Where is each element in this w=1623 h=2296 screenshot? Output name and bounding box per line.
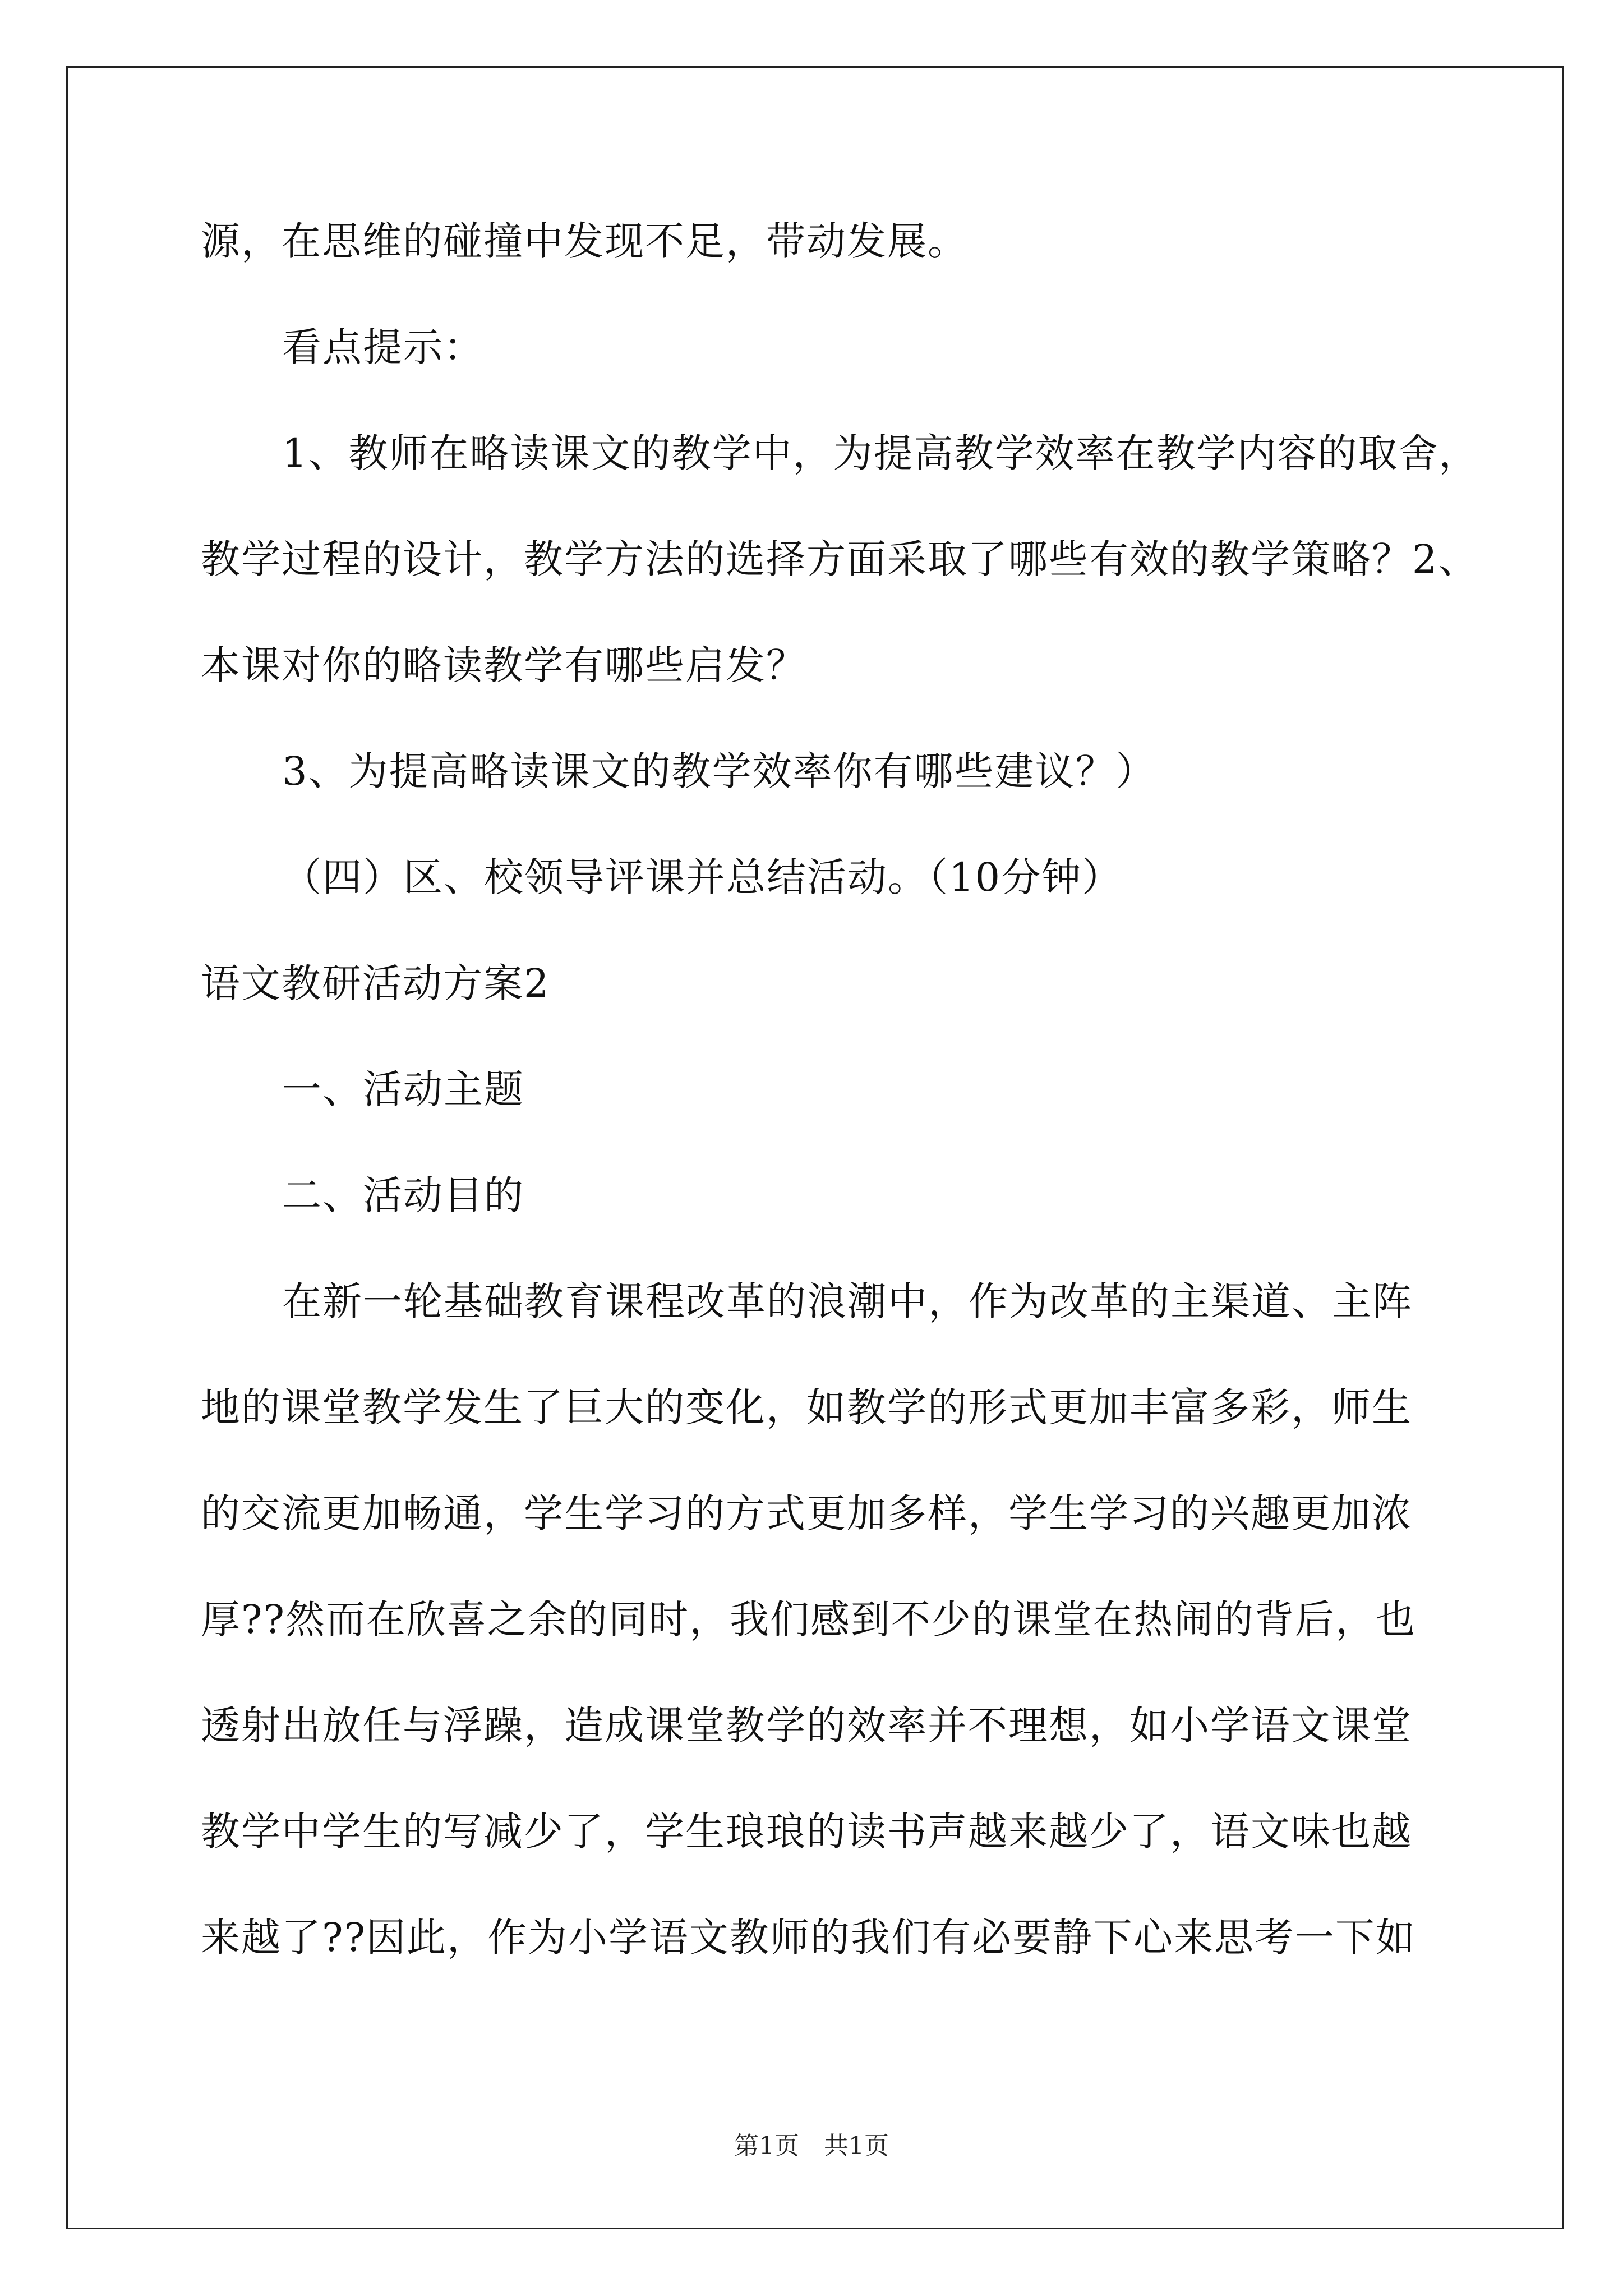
text-line-15: 透射出放任与浮躁，造成课堂教学的效率并不理想，如小学语文课堂: [201, 1703, 1412, 1749]
section-heading: 语文教研活动方案2: [201, 960, 550, 1006]
text-line-4: 教学过程的设计，教学方法的选择方面采取了哪些有效的教学策略？2、: [201, 536, 1479, 582]
text-line-1: 源，在思维的碰撞中发现不足，带动发展。: [201, 218, 968, 264]
text-line-6: 3、为提高略读课文的教学效率你有哪些建议？）: [282, 748, 1156, 794]
text-line-10: 二、活动目的: [282, 1172, 524, 1218]
text-line-13: 的交流更加畅通，学生学习的方式更加多样，学生学习的兴趣更加浓: [201, 1490, 1412, 1536]
text-line-7: （四）区、校领导评课并总结活动。（10分钟）: [282, 854, 1123, 900]
page-border: [66, 66, 1564, 2229]
text-line-9: 一、活动主题: [282, 1066, 524, 1112]
text-line-12: 地的课堂教学发生了巨大的变化，如教学的形式更加丰富多彩，师生: [201, 1384, 1412, 1430]
page-number-footer: 第1页 共1页: [734, 2132, 889, 2160]
text-line-2: 看点提示：: [282, 324, 484, 370]
text-line-16: 教学中学生的写减少了，学生琅琅的读书声越来越少了，语文味也越: [201, 1809, 1412, 1855]
text-line-5: 本课对你的略读教学有哪些启发？: [201, 642, 806, 688]
text-line-3: 1、教师在略读课文的教学中，为提高教学效率在教学内容的取舍，: [282, 430, 1479, 476]
text-line-17: 来越了??因此，作为小学语文教师的我们有必要静下心来思考一下如: [201, 1915, 1417, 1961]
text-line-14: 厚??然而在欣喜之余的同时，我们感到不少的课堂在热闹的背后，也: [201, 1596, 1417, 1642]
text-line-11: 在新一轮基础教育课程改革的浪潮中，作为改革的主渠道、主阵: [282, 1278, 1413, 1324]
